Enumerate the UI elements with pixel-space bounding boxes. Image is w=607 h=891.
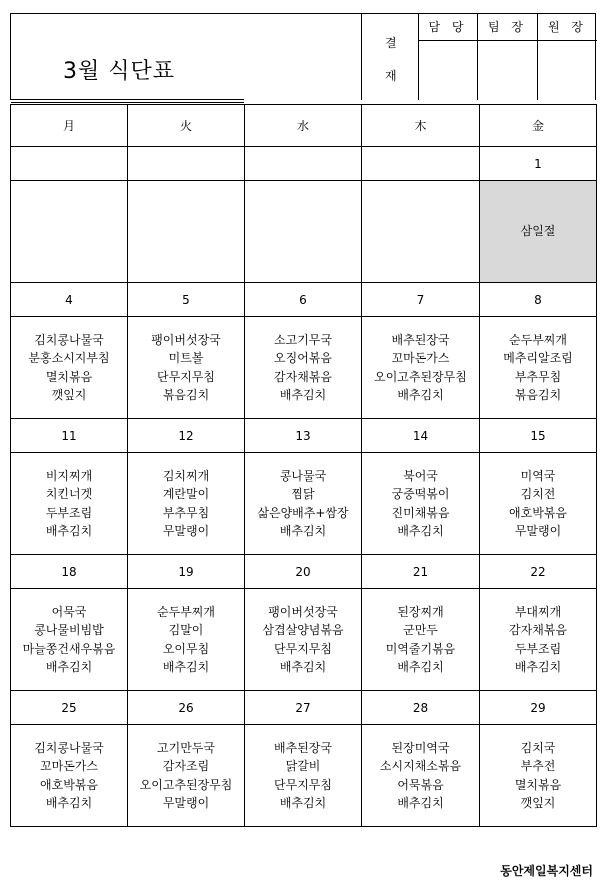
menu-item: 배추김치 — [162, 660, 210, 674]
menu-item: 닭갈비 — [285, 759, 321, 773]
date-cell: 14 — [362, 419, 480, 453]
menu-calendar — [10, 104, 597, 827]
menu-item: 단무지무침 — [274, 641, 332, 656]
menu-cell — [362, 589, 480, 691]
menu-item: 김치찌개 — [162, 468, 210, 483]
date-row — [11, 147, 597, 181]
menu-cell — [245, 725, 362, 827]
approval-staff — [419, 14, 478, 100]
menu-item: 두부조림 — [514, 641, 562, 656]
menu-item: 궁중떡볶이 — [391, 487, 450, 501]
title-underline — [11, 99, 244, 100]
menu-item: 감자채볶음 — [274, 369, 332, 384]
menu-item: 치킨너겟 — [45, 487, 93, 501]
menu-item: 무말랭이 — [514, 524, 562, 538]
menu-cell — [362, 453, 480, 555]
weekday-header: 火 — [128, 105, 245, 147]
menu-item: 배추김치 — [279, 796, 327, 810]
menu-item: 부추전 — [520, 759, 556, 773]
menu-item: 북어국 — [403, 468, 438, 483]
approval-team-lead — [478, 14, 538, 100]
menu-item: 단무지무침 — [157, 369, 215, 384]
date-cell: 18 — [11, 555, 128, 589]
date-row — [11, 691, 597, 725]
menu-cell — [362, 317, 480, 419]
menu-item: 어묵국 — [51, 604, 87, 619]
menu-item: 분홍소시지부침 — [28, 351, 110, 365]
menu-item: 배추김치 — [397, 388, 444, 402]
date-cell: 19 — [128, 555, 245, 589]
menu-item: 진미채볶음 — [391, 505, 450, 520]
weekday-header: 木 — [362, 105, 480, 147]
menu-item: 배추김치 — [397, 796, 444, 810]
date-row — [11, 419, 597, 453]
approval-label-bottom: 재 — [385, 69, 397, 83]
date-row — [11, 283, 597, 317]
header — [10, 13, 596, 100]
menu-item: 오징어볶음 — [274, 351, 332, 365]
date-cell: 27 — [245, 691, 362, 725]
menu-item: 비지찌개 — [45, 468, 93, 483]
menu-item: 팽이버섯장국 — [151, 332, 221, 347]
menu-item: 소고기무국 — [274, 332, 332, 347]
menu-row — [11, 317, 597, 419]
menu-cell — [480, 453, 597, 555]
menu-item: 볶음김치 — [162, 388, 210, 402]
menu-cell — [362, 181, 480, 283]
approval-staff-header: 담 당 — [419, 14, 477, 41]
menu-item: 팽이버섯장국 — [268, 604, 338, 619]
menu-item: 배추김치 — [514, 660, 562, 674]
date-cell — [245, 147, 362, 181]
approval-director — [538, 14, 597, 100]
menu-item: 삼겹살양념볶음 — [262, 623, 344, 637]
date-cell: 11 — [11, 419, 128, 453]
menu-item: 미역국 — [520, 468, 556, 483]
menu-item: 찜닭 — [291, 487, 315, 501]
date-cell: 8 — [480, 283, 597, 317]
date-cell: 5 — [128, 283, 245, 317]
menu-cell — [11, 589, 128, 691]
menu-row — [11, 453, 597, 555]
date-cell: 20 — [245, 555, 362, 589]
date-cell: 13 — [245, 419, 362, 453]
menu-item: 오이고추된장무침 — [139, 777, 233, 792]
title-underline-double — [11, 102, 244, 103]
menu-item: 김치콩나물국 — [34, 740, 104, 755]
menu-cell — [480, 589, 597, 691]
menu-item: 소시지채소볶음 — [379, 759, 462, 773]
menu-item: 단무지무침 — [274, 777, 332, 792]
menu-item: 콩나물비빔밥 — [34, 623, 104, 637]
menu-item: 된장미역국 — [391, 740, 450, 755]
date-cell — [11, 147, 128, 181]
menu-item: 부대찌개 — [514, 604, 562, 619]
menu-item: 배추김치 — [45, 524, 93, 538]
menu-item: 배추김치 — [397, 660, 444, 674]
date-cell: 4 — [11, 283, 128, 317]
menu-cell — [245, 453, 362, 555]
menu-row — [11, 725, 597, 827]
menu-cell — [362, 725, 480, 827]
date-cell: 1 — [480, 147, 597, 181]
menu-item: 감자채볶음 — [509, 623, 567, 637]
menu-item: 감자조림 — [162, 759, 210, 773]
menu-cell — [11, 317, 128, 419]
menu-cell — [11, 453, 128, 555]
approval-director-header: 원 장 — [538, 14, 597, 41]
menu-item: 멸치볶음 — [514, 777, 562, 792]
menu-item: 김치국 — [520, 740, 556, 755]
menu-item: 배추김치 — [279, 660, 327, 674]
date-cell: 28 — [362, 691, 480, 725]
holiday-cell — [480, 181, 597, 283]
menu-item: 콩나물국 — [279, 468, 327, 483]
date-cell: 26 — [128, 691, 245, 725]
menu-item: 순두부찌개 — [157, 604, 215, 619]
menu-item: 배추김치 — [45, 660, 93, 674]
menu-cell — [245, 317, 362, 419]
menu-cell — [245, 181, 362, 283]
approval-team-lead-header: 팀 장 — [478, 14, 537, 41]
weekday-header: 月 — [11, 105, 128, 147]
menu-item: 메추리알조림 — [503, 351, 573, 365]
date-cell: 12 — [128, 419, 245, 453]
approval-box — [361, 14, 597, 100]
menu-item: 애호박볶음 — [40, 777, 98, 792]
menu-cell — [11, 181, 128, 283]
menu-item: 부추무침 — [514, 369, 562, 384]
menu-item: 김치전 — [520, 487, 556, 501]
footer-organization: 동안제일복지센터 — [500, 864, 593, 878]
menu-item: 꼬마돈가스 — [391, 351, 450, 365]
date-cell — [128, 147, 245, 181]
menu-item: 애호박볶음 — [509, 505, 567, 520]
menu-item: 무말랭이 — [162, 796, 210, 810]
menu-cell — [128, 181, 245, 283]
menu-item: 두부조림 — [45, 505, 93, 520]
menu-item: 무말랭이 — [162, 524, 210, 538]
menu-item: 배추김치 — [279, 388, 327, 402]
menu-item: 깻잎지 — [51, 388, 87, 402]
menu-item: 배추된장국 — [274, 740, 332, 755]
holiday-name: 삼일절 — [520, 224, 556, 239]
date-row — [11, 555, 597, 589]
approval-label — [362, 14, 419, 100]
date-cell: 22 — [480, 555, 597, 589]
date-cell: 29 — [480, 691, 597, 725]
menu-item: 오이고추된장무침 — [374, 369, 467, 384]
menu-item: 순두부찌개 — [509, 332, 567, 347]
menu-item: 볶음김치 — [514, 388, 562, 402]
menu-item: 군만두 — [403, 623, 438, 637]
weekday-header: 水 — [245, 105, 362, 147]
menu-item: 멸치볶음 — [45, 369, 93, 384]
menu-item: 어묵볶음 — [397, 777, 444, 792]
menu-item: 부추무침 — [162, 505, 210, 520]
menu-cell — [128, 589, 245, 691]
weekday-header: 金 — [480, 105, 597, 147]
menu-item: 배추김치 — [397, 524, 444, 538]
menu-cell — [480, 725, 597, 827]
menu-item: 미트볼 — [168, 351, 204, 365]
menu-page — [10, 13, 596, 810]
date-cell: 15 — [480, 419, 597, 453]
menu-row — [11, 181, 597, 283]
menu-row — [11, 589, 597, 691]
date-cell: 25 — [11, 691, 128, 725]
date-cell: 7 — [362, 283, 480, 317]
menu-item: 된장찌개 — [397, 604, 444, 619]
menu-item: 삶은양배추+쌈장 — [257, 505, 349, 520]
page-title: 3월 식단표 — [63, 59, 175, 84]
approval-label-top: 결 — [385, 36, 397, 50]
menu-cell — [245, 589, 362, 691]
menu-item: 배추김치 — [279, 524, 327, 538]
menu-cell — [128, 453, 245, 555]
menu-item: 계란말이 — [162, 487, 210, 501]
menu-item: 김말이 — [168, 623, 204, 637]
weekday-header-row — [11, 105, 597, 147]
menu-cell — [11, 725, 128, 827]
menu-item: 깻잎지 — [520, 796, 556, 810]
menu-cell — [480, 317, 597, 419]
date-cell — [362, 147, 480, 181]
menu-item: 마늘쫑건새우볶음 — [22, 641, 116, 656]
menu-cell — [128, 725, 245, 827]
menu-item: 오이무침 — [162, 641, 210, 656]
menu-item: 미역줄기볶음 — [385, 641, 456, 656]
date-cell: 21 — [362, 555, 480, 589]
menu-item: 배추된장국 — [391, 332, 450, 347]
menu-cell — [128, 317, 245, 419]
menu-item: 김치콩나물국 — [34, 332, 104, 347]
menu-item: 꼬마돈가스 — [40, 759, 98, 773]
date-cell: 6 — [245, 283, 362, 317]
menu-item: 고기만두국 — [157, 740, 215, 755]
menu-item: 배추김치 — [45, 796, 93, 810]
